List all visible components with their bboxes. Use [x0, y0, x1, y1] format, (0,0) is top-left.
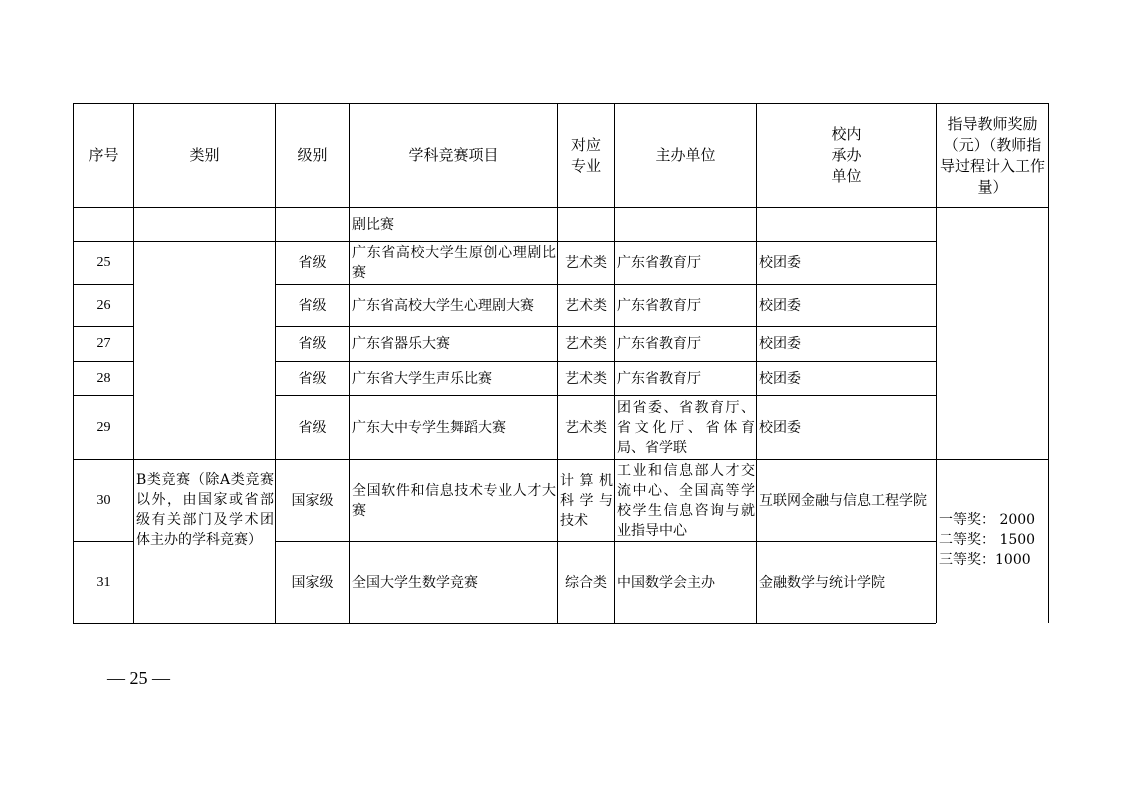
row-31-campus-unit: 金融数学与统计学院	[759, 574, 885, 591]
header-campus-unit-text: 校内承办单位	[831, 125, 862, 185]
row-26-project	[350, 285, 557, 326]
row-27-level: 省级	[298, 336, 327, 352]
page-number: — 25 —	[107, 668, 170, 688]
row-31-major: 综合类	[565, 574, 607, 591]
reward-second: 二等奖： 1500	[939, 532, 1036, 548]
row-28-host: 广东省教育厅	[617, 370, 701, 387]
row-30-project-text: 全国软件和信息技术专业人才大赛	[352, 482, 556, 519]
row-27-campus-unit: 校团委	[759, 336, 801, 352]
b-reward-cell	[937, 510, 1049, 574]
row-31-level: 国家级	[291, 574, 334, 591]
row-30-no: 30	[96, 492, 111, 508]
row-30-host-text: 工业和信息部人才交流中心、全国高等学校学生信息咨询与就业指导中心	[617, 462, 755, 539]
row-30-major	[558, 460, 614, 541]
row-27-no: 27	[96, 336, 111, 351]
row-26-campus-unit: 校团委	[759, 297, 801, 314]
b-category-text: B类竞赛（除A类竞赛以外，由国家或省部级有关部门及学术团体主办的学科竞赛）	[136, 472, 274, 548]
row-25-no: 25	[96, 255, 111, 270]
row-27-project: 广东省器乐大赛	[352, 336, 450, 352]
header-reward	[937, 104, 1048, 207]
row-29-level: 省级	[298, 419, 327, 436]
reward-third: 三等奖：1000	[939, 552, 1031, 568]
row-30-campus-unit-text: 互联网金融与信息工程学院	[759, 492, 927, 509]
header-level: 级别	[297, 146, 328, 164]
row-30-project	[350, 460, 557, 541]
row-28-level: 省级	[298, 370, 327, 387]
row-27-host: 广东省教育厅	[617, 336, 701, 352]
header-campus-unit	[757, 104, 936, 207]
header-host: 主办单位	[655, 146, 716, 164]
row-29-host	[615, 396, 756, 459]
row-31-host: 中国数学会主办	[617, 574, 715, 591]
continuation-project: 剧比赛	[352, 216, 394, 233]
reward-first: 一等奖： 2000	[939, 512, 1036, 528]
row-28-major: 艺术类	[565, 370, 607, 387]
row-25-project-text: 广东省高校大学生原创心理剧比赛	[352, 245, 556, 281]
row-29-project: 广东大中专学生舞蹈大赛	[352, 419, 506, 436]
row-31-no: 31	[96, 574, 111, 590]
row-26-project-text: 广东省高校大学生心理剧大赛	[352, 297, 534, 314]
b-category-cell	[134, 470, 275, 600]
row-25-campus-unit: 校团委	[759, 255, 801, 271]
header-project: 学科竞赛项目	[408, 146, 499, 164]
row-30-level: 国家级	[291, 492, 334, 509]
row-27-major: 艺术类	[565, 336, 607, 352]
row-30-campus-unit	[757, 460, 936, 541]
row-26-host: 广东省教育厅	[617, 297, 701, 314]
row-25-level: 省级	[298, 255, 327, 271]
header-major-text: 对应专业	[570, 135, 601, 175]
row-25-host: 广东省教育厅	[617, 255, 701, 271]
row-29-campus-unit: 校团委	[759, 419, 801, 436]
row-26-level: 省级	[298, 297, 327, 314]
row-29-no: 29	[96, 419, 111, 435]
row-30-host	[615, 460, 756, 541]
row-25-project	[350, 242, 557, 284]
header-reward-text: 指导教师奖励（元）（教师指导过程计入工作量）	[940, 114, 1046, 196]
row-28-no: 28	[96, 370, 111, 386]
row-29-major: 艺术类	[565, 419, 607, 436]
row-28-project: 广东省大学生声乐比赛	[352, 370, 492, 387]
row-29-host-text: 团省委、省教育厅、省文化厅、省体育局、省学联	[617, 399, 755, 456]
row-31-project: 全国大学生数学竞赛	[352, 574, 478, 591]
row-28-campus-unit: 校团委	[759, 370, 801, 387]
row-30-major-text: 计算机科学与技术	[560, 472, 613, 529]
row-26-major: 艺术类	[565, 297, 607, 314]
row-25-major: 艺术类	[565, 255, 607, 271]
header-major	[558, 104, 614, 207]
header-category: 类别	[189, 146, 220, 164]
header-no: 序号	[88, 146, 119, 164]
row-26-no: 26	[96, 297, 111, 313]
